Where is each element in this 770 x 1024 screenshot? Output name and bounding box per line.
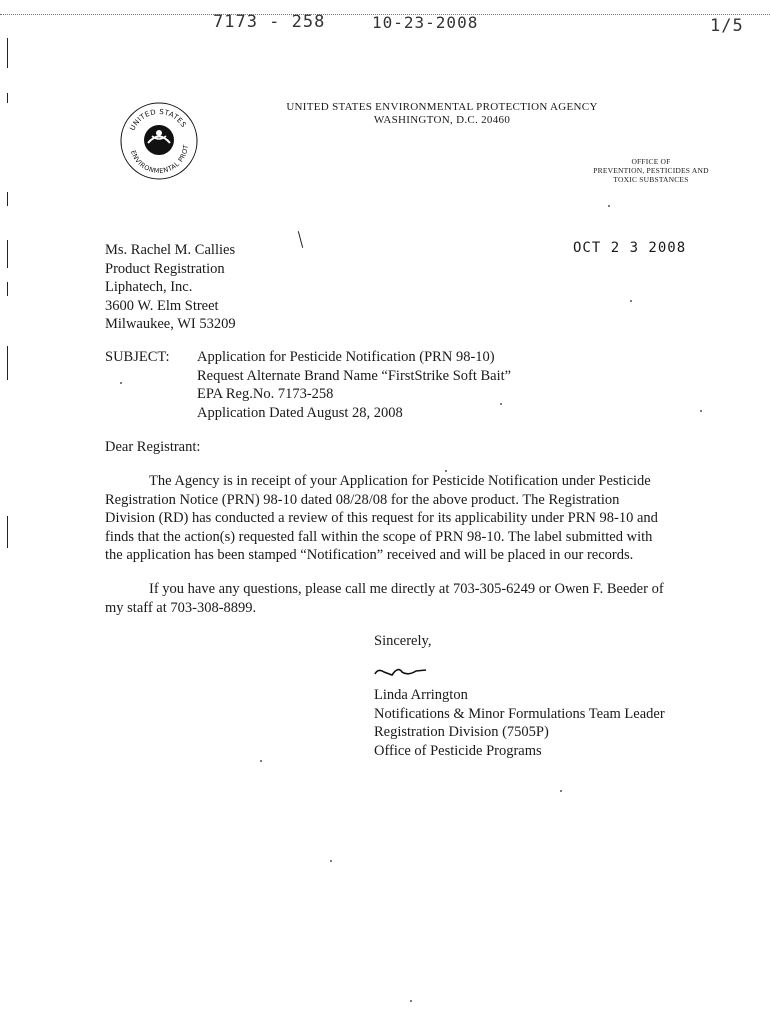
body-line: the application has been stamped “Notification” received and will be placed in our records. [105, 547, 634, 563]
signatory-division: Registration Division (7505P) [374, 724, 549, 740]
scan-speck [500, 403, 502, 405]
scan-speck [630, 300, 632, 302]
body-line: Registration Notice (PRN) 98-10 dated 08/28/08 for the above product. The Registration [105, 491, 620, 508]
handwritten-date: 10-23-2008 [372, 13, 479, 32]
svg-text:UNITED STATES: UNITED STATES [128, 107, 188, 132]
salutation: Dear Registrant: [105, 439, 201, 455]
subject-line: EPA Reg.No. 7173-258 [197, 386, 334, 402]
signature-mark [372, 662, 432, 682]
scan-edge-mark [7, 192, 8, 206]
office-block [576, 157, 726, 184]
office-line: TOXIC SUBSTANCES [613, 175, 689, 184]
epa-seal [118, 100, 200, 182]
recipient-address [105, 241, 236, 334]
body-line: my staff at 703-308-8899. [105, 599, 257, 616]
date-stamp: OCT 2 3 2008 [573, 240, 687, 256]
scan-speck [445, 470, 447, 472]
scan-edge-mark [7, 282, 8, 296]
scan-speck [700, 410, 702, 412]
handwritten-corner-mark: 1/5 [710, 16, 744, 36]
scan-edge-mark [7, 346, 8, 380]
subject-line: Request Alternate Brand Name “FirstStrike Soft Bait” [197, 367, 512, 384]
scan-edge-mark [7, 93, 8, 103]
recipient-title: Product Registration [105, 260, 225, 277]
scan-edge-mark [7, 240, 8, 268]
svg-text:ENVIRONMENTAL PROTECTION AGENC: ENVIRONMENTAL PROT [128, 144, 191, 176]
subject-lines [197, 348, 511, 422]
body-line: If you have any questions, please call me directly at 703-305-6249 or Owen F. Beeder of [149, 581, 664, 597]
signatory-name: Linda Arrington [374, 687, 468, 703]
body-line: The Agency is in receipt of your Application for Pesticide Notification under Pesticide [149, 473, 651, 489]
body-line: finds that the action(s) requested fall within the scope of PRN 98-10. The label submitted with [105, 528, 653, 545]
agency-city: WASHINGTON, D.C. 20460 [373, 114, 511, 126]
office-line: PREVENTION, PESTICIDES AND [593, 166, 709, 175]
subject-label: SUBJECT: [105, 349, 170, 365]
subject-line: Application Dated August 28, 2008 [197, 404, 403, 421]
office-line: OFFICE OF [631, 157, 671, 166]
pen-mark [298, 231, 303, 248]
recipient-name: Ms. Rachel M. Callies [105, 242, 236, 258]
recipient-street: 3600 W. Elm Street [105, 297, 219, 314]
scan-edge-mark [7, 516, 8, 548]
subject-line: Application for Pesticide Notification (PRN 98-10) [197, 349, 495, 365]
signatory-title: Notifications & Minor Formulations Team Leader [374, 705, 665, 722]
scan-speck [260, 760, 262, 762]
signature [372, 662, 432, 682]
agency-name: UNITED STATES ENVIRONMENTAL PROTECTION AGENCY [286, 101, 598, 113]
handwritten-reg-number: 7173 - 258 [213, 12, 326, 32]
signatory-office: Office of Pesticide Programs [374, 742, 542, 759]
recipient-company: Liphatech, Inc. [105, 279, 193, 295]
body-line: Division (RD) has conducted a review of this request for its applicability under PRN 98-10 and [105, 510, 658, 526]
scan-speck [410, 1000, 412, 1002]
body-paragraph-2 [105, 580, 695, 617]
epa-seal-icon [118, 100, 200, 182]
scan-edge-mark [7, 38, 8, 68]
closing-sincerely: Sincerely, [374, 633, 432, 649]
signatory-block [374, 686, 665, 760]
body-paragraph-1 [105, 472, 695, 565]
recipient-city: Milwaukee, WI 53209 [105, 316, 236, 332]
scan-speck [120, 382, 122, 384]
scan-speck [560, 790, 562, 792]
scan-speck [330, 860, 332, 862]
agency-header [262, 101, 622, 127]
scan-speck [608, 205, 610, 207]
